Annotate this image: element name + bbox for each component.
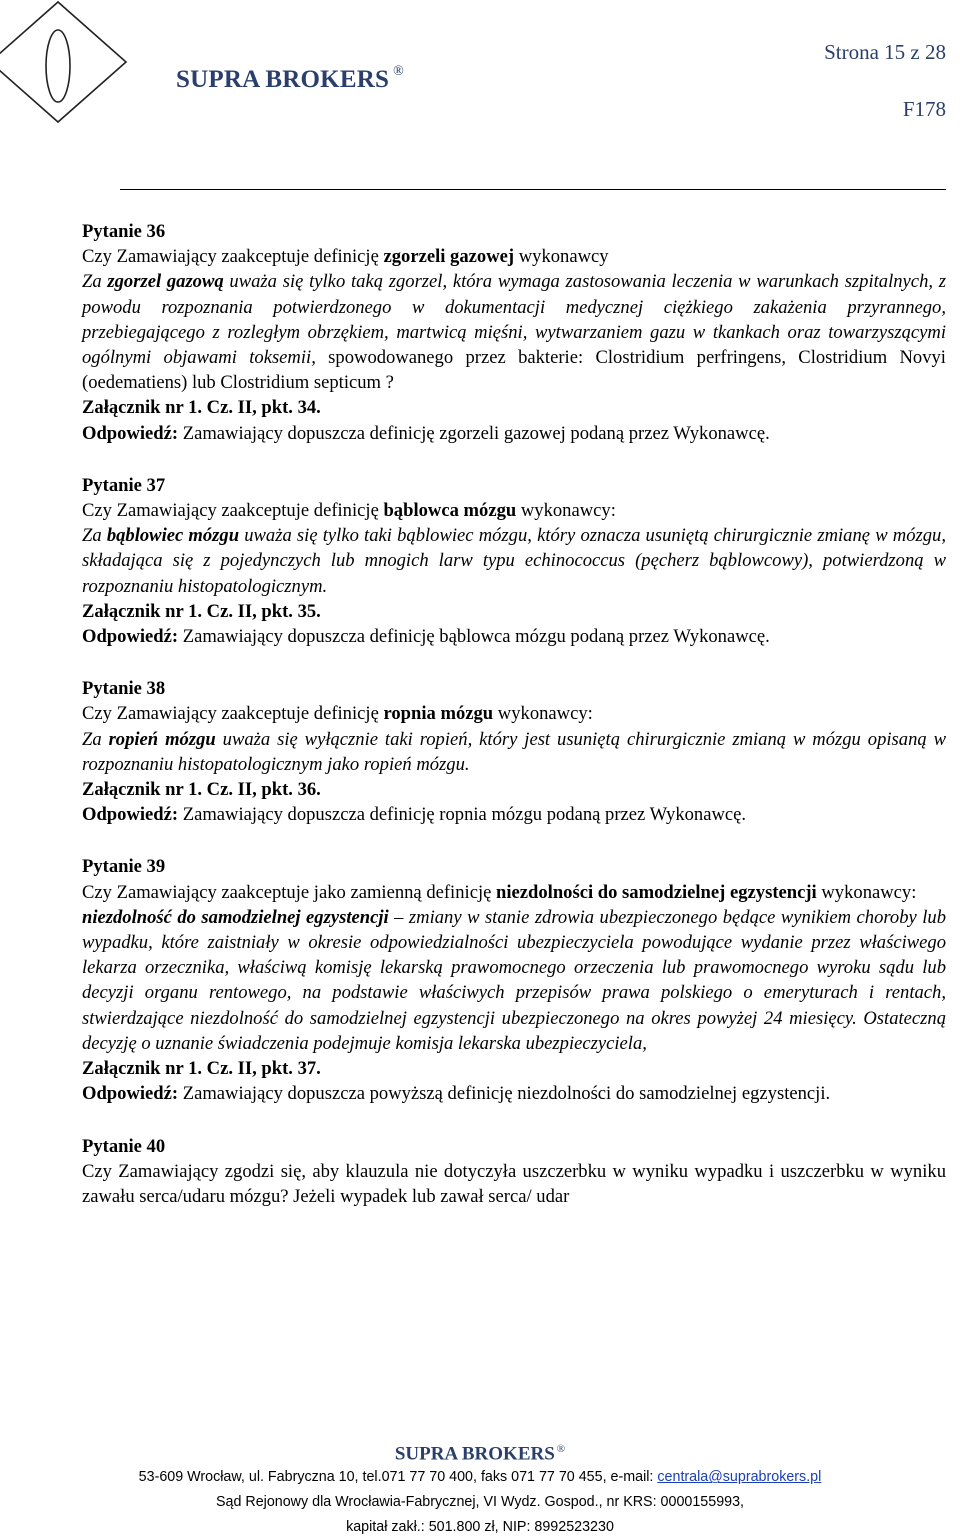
attachment-reference: Załącznik nr 1. Cz. II, pkt. 34. <box>82 397 321 419</box>
question-definition: niezdolność do samodzielnej egzystencji – zmiany w stanie zdrowia ubezpieczonego będące wynikiem choroby lub wypadku, które zaistniały w okresie odpowiedzialności ubezpieczyciela powodujące wydanie przez właściwego lekarza orzecznika, właściwą komisję lekarską prawomocnego orzeczenia lub prawomocnego wyroku sądu lub decyzji organu rentowego, na podstawie właściwych przepisów prawa polskiego o emeryturach i rentach, stwierdzające niezdolność do samodzielnej egzystencji ubezpieczonego na okres powyżej 24 miesięcy. Ostateczną decyzję o uznanie świadczenia podejmuje komisja lekarska ubezpieczyciela, <box>82 906 947 1054</box>
question-text: Czy Zamawiający zgodzi się, aby klauzula nie dotyczyła uszczerbku w wyniku wypadku i uszczerbku w wyniku zawału serca/udaru mózgu? Jeżeli wypadek lub zawał serca/ udar <box>82 1160 946 1207</box>
answer: Odpowiedź: Zamawiający dopuszcza definicję zgorzeli gazowej podaną przez Wykonawcę. <box>82 422 770 444</box>
attachment-reference: Załącznik nr 1. Cz. II, pkt. 37. <box>82 1058 321 1080</box>
question-intro: Czy Zamawiający zaakceptuje definicję bąblowca mózgu wykonawcy: <box>82 500 616 522</box>
page-number: Strona 15 z 28 <box>824 40 946 64</box>
footer-court: Sąd Rejonowy dla Wrocławia-Fabrycznej, VI Wydz. Gospod., nr KRS: 0000155993, <box>215 1494 745 1511</box>
answer: Odpowiedź: Zamawiający dopuszcza definicję ropnia mózgu podaną przez Wykonawcę. <box>82 804 747 826</box>
supra-brokers-logo <box>0 0 130 150</box>
question-title: Pytanie 40 <box>82 1135 166 1157</box>
footer-email-link[interactable]: centrala@suprabrokers.pl <box>657 1469 822 1486</box>
header-divider <box>120 189 946 190</box>
question-38 <box>82 676 946 827</box>
question-intro: Czy Zamawiający zaakceptuje definicję zgorzeli gazowej wykonawcy <box>82 246 609 268</box>
attachment-reference: Załącznik nr 1. Cz. II, pkt. 36. <box>82 779 321 801</box>
answer: Odpowiedź: Zamawiający dopuszcza powyższą definicję niezdolności do samodzielnej egzystencji. <box>82 1083 831 1105</box>
header-brand: SUPRA BROKERS ® <box>176 64 404 93</box>
question-title: Pytanie 36 <box>82 221 166 242</box>
footer-address: 53-609 Wrocław, ul. Fabryczna 10, tel.071 77 70 400, faks 071 77 70 455, e-mail: centrala@suprabrokers.pl <box>138 1469 822 1486</box>
footer-capital: kapitał zakł.: 501.800 zł, NIP: 8992523230 <box>346 1519 614 1536</box>
answer: Odpowiedź: Zamawiający dopuszcza definicję bąblowca mózgu podaną przez Wykonawcę. <box>82 626 770 648</box>
attachment-reference: Załącznik nr 1. Cz. II, pkt. 35. <box>82 600 321 622</box>
question-definition: Za bąblowiec mózgu uważa się tylko taki bąblowiec mózgu, który oznacza usuniętą chirurgicznie zmianę w mózgu, składająca się z pojedynczych lub mnogich larw typu echinococcus (pęcherz bąblowcowy), potwierdzoną w rozpoznaniu histopatologicznym. <box>82 525 946 597</box>
question-title: Pytanie 37 <box>82 474 166 496</box>
question-40 <box>82 1134 946 1210</box>
question-title: Pytanie 39 <box>82 856 166 878</box>
question-intro: Czy Zamawiający zaakceptuje jako zamienną definicję niezdolności do samodzielnej egzystencji wykonawcy: <box>82 881 917 903</box>
question-definition: Za zgorzel gazową uważa się tylko taką zgorzel, która wymaga zastosowania leczenia w warunkach szpitalnych, z powodu rozpoznania potwierdzonego w dokumentacji medycznej ciężkiego zakażenia przyrannego, przebiegającego z rozległym obrzękiem, martwicą mięśni, wytwarzaniem gazu w tkankach oraz towarzyszącymi ogólnymi objawami toksemii, spowodowanego przez bakterie: Clostridium perfringens, Clostridium Novyi (oedematiens) lub Clostridium septicum ? <box>82 271 946 394</box>
question-39 <box>82 854 946 1106</box>
question-37 <box>82 473 946 649</box>
document-code: F178 <box>902 97 946 121</box>
question-title: Pytanie 38 <box>82 678 166 700</box>
page-footer <box>0 1443 960 1540</box>
footer-brand: SUPRA BROKERS ® <box>394 1443 566 1465</box>
question-definition: Za ropień mózgu uważa się wyłącznie taki ropień, który jest usuniętą chirurgicznie zmianą w mózgu opisaną w rozpoznaniu histopatologicznym jako ropień mózgu. <box>82 728 946 775</box>
document-body <box>82 219 946 1236</box>
question-36 <box>82 219 946 446</box>
question-intro: Czy Zamawiający zaakceptuje definicję ropnia mózgu wykonawcy: <box>82 703 593 725</box>
